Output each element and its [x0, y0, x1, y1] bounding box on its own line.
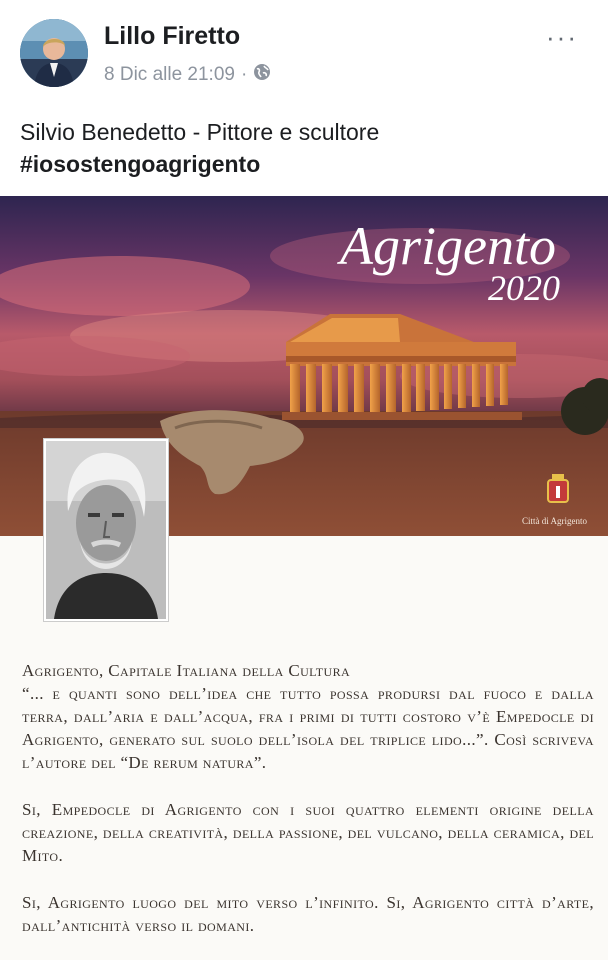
author-avatar[interactable] — [20, 19, 88, 87]
crest-caption: Città di Agrigento — [522, 516, 587, 526]
post-header — [0, 0, 608, 100]
logo-title: Agrigento — [340, 216, 556, 276]
doc-paragraph-1: “... e quanti sono dell’idea che tutto possa prodursi dal fuoco e dalla terra, dall’aria e dall’acqua, fra i primi di tutti costoro v’è Empedocle di Agrigento, generato sul suolo dell’isola del triplice lido...”. Così scriveva l’autore del “De rerum natura”. — [22, 684, 594, 772]
post-photo[interactable] — [0, 196, 608, 960]
document-text — [22, 659, 594, 937]
avatar-photo — [20, 19, 88, 87]
artist-portrait — [44, 439, 168, 621]
globe-icon[interactable] — [253, 63, 271, 87]
more-options-button[interactable]: ··· — [546, 22, 578, 52]
doc-paragraph-3: Si, Agrigento luogo del mito verso l’infinito. Si, Agrigento città d’arte, dall’antichità verso il domani. — [22, 893, 594, 935]
doc-paragraph-2: Si, Empedocle di Agrigento con i suoi quattro elementi origine della creazione, della creatività, della passione, del vulcano, della ceramica, del Mito. — [22, 800, 594, 865]
doc-title: Agrigento, Capitale Italiana della Cultura — [22, 661, 351, 680]
post-caption: Silvio Benedetto - Pittore e scultore — [20, 119, 380, 145]
author-name[interactable]: Lillo Firetto — [104, 22, 241, 50]
post-meta — [104, 63, 271, 87]
hashtag-link[interactable]: #iosostengoagrigento — [20, 151, 261, 177]
logo-year: 2020 — [488, 268, 560, 308]
post-timestamp[interactable]: 8 Dic alle 21:09 — [104, 64, 235, 85]
post-text — [20, 116, 590, 180]
meta-separator: · — [240, 64, 248, 85]
